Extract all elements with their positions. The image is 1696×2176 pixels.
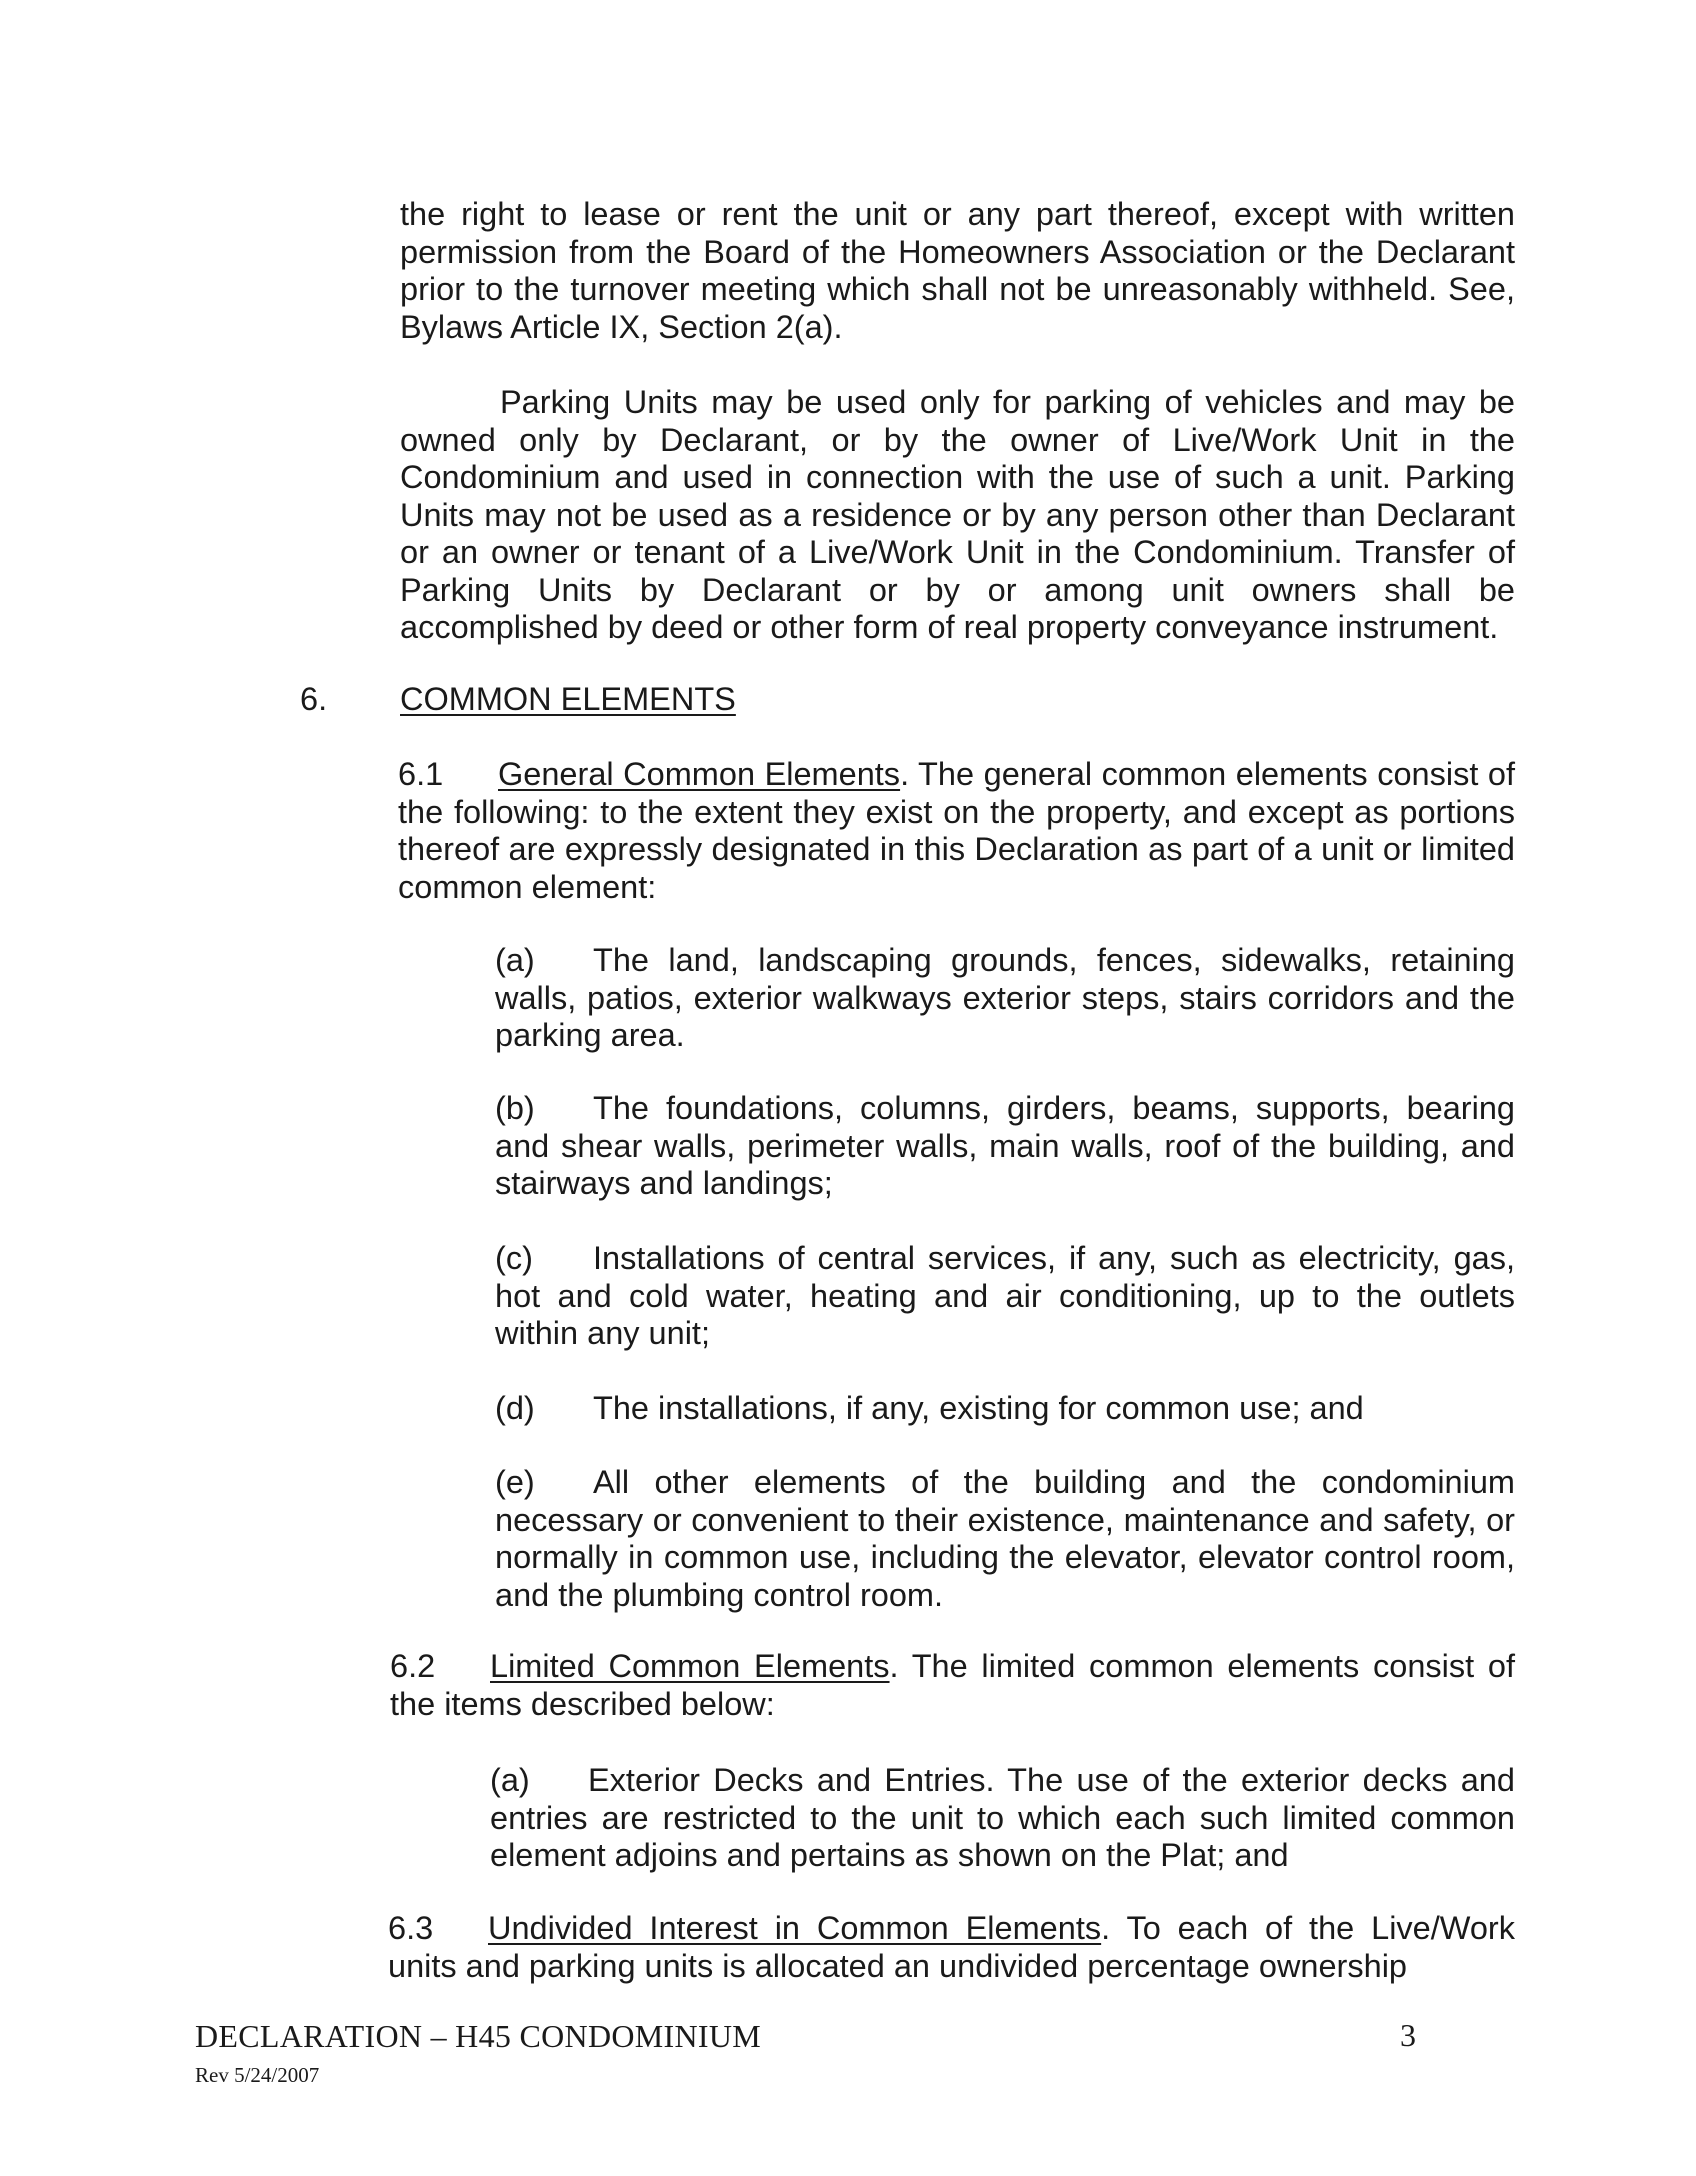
section-6-3-number: 6.3 bbox=[388, 1910, 434, 1946]
section-6-1-number: 6.1 bbox=[398, 756, 444, 792]
page-number: 3 bbox=[1400, 2017, 1416, 2053]
list-item-6-1-e: (e) All other elements of the building and the condominium necessary or convenient to their existence, maintenance and safety, or normally in common use, including the elevator, elevator control room, and the plumbing control room. bbox=[495, 1464, 1515, 1613]
list-item-6-1-d: (d) The installations, if any, existing for common use; and bbox=[495, 1390, 1364, 1426]
list-item-6-1-b: (b) The foundations, columns, girders, beams, supports, bearing and shear walls, perimeter walls, main walls, roof of the building, and stairways and landings; bbox=[495, 1090, 1515, 1201]
section-6-1-text: . The general common elements consist of the following: to the extent they exist on the property, and except as portions thereof are expressly designated in this Declaration as part of a unit or limited common element: bbox=[398, 756, 1516, 905]
footer-revision-date: Rev 5/24/2007 bbox=[195, 2063, 320, 2087]
list-item-6-1-a: (a) The land, landscaping grounds, fences, sidewalks, retaining walls, patios, exterior walkways exterior steps, stairs corridors and the parking area. bbox=[495, 942, 1515, 1053]
section-6-2-number: 6.2 bbox=[390, 1648, 436, 1684]
section-6-2-text: . The limited common elements consist of the items described below: bbox=[390, 1648, 1515, 1722]
footer-document-title: DECLARATION – H45 CONDOMINIUM bbox=[195, 2018, 762, 2054]
section-6-3-title: Undivided Interest in Common Elements bbox=[488, 1910, 1102, 1946]
section-6-2 bbox=[390, 1648, 1515, 1723]
section-6-2-title: Limited Common Elements bbox=[490, 1648, 890, 1684]
list-item-6-2-a: (a) Exterior Decks and Entries. The use of the exterior decks and entries are restricted to the unit to which each such limited common element adjoins and pertains as shown on the Plat; and bbox=[490, 1762, 1515, 1873]
paragraph-lease: the right to lease or rent the unit or any part thereof, except with written permission from the Board of the Homeowners Association or the Declarant prior to the turnover meeting which shall not be unreasonably withheld. See, Bylaws Article IX, Section 2(a). bbox=[400, 196, 1515, 345]
section-6-1 bbox=[398, 756, 1515, 906]
section-6-title: COMMON ELEMENTS bbox=[400, 681, 736, 717]
paragraph-parking-units: Parking Units may be used only for parking of vehicles and may be owned only by Declarant, or by the owner of Live/Work Unit in the Condominium and used in connection with the use of such a unit. Parking Units may not be used as a residence or by any person other than Declarant or an owner or tenant of a Live/Work Unit in the Condominium. Transfer of Parking Units by Declarant or by or among unit owners shall be accomplished by deed or other form of real property conveyance instrument. bbox=[400, 384, 1515, 645]
section-6-number: 6. bbox=[300, 681, 328, 717]
section-6-heading bbox=[300, 681, 327, 719]
list-item-6-1-c: (c) Installations of central services, if any, such as electricity, gas, hot and cold water, heating and air conditioning, up to the outlets within any unit; bbox=[495, 1240, 1515, 1351]
section-6-3-text: . To each of the Live/Work units and parking units is allocated an undivided percentage ownership bbox=[388, 1910, 1516, 1984]
section-6-3 bbox=[388, 1910, 1515, 1985]
section-6-1-title: General Common Elements bbox=[498, 756, 901, 792]
